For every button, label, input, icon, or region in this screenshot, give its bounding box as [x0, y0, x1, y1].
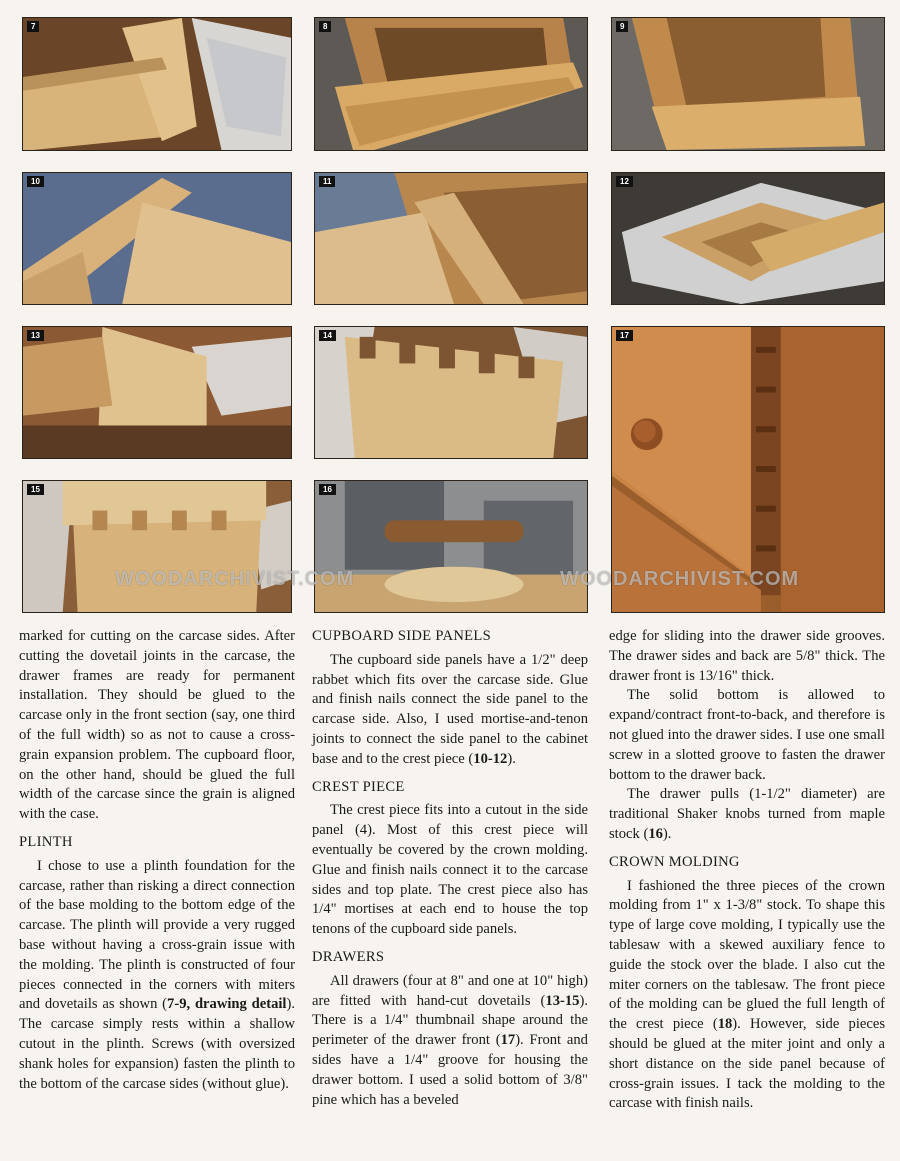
photo-13: 13 [22, 326, 292, 459]
photo-15: 15 [22, 480, 292, 613]
paragraph: I chose to use a plinth foundation for the carcase, rather than risking a direct connection of the base molding to the bottom edge of the carcase. The plinth will provide a very rugged base without having a cross-grain issue with the molding. The plinth is constructed of four pieces connected in the corners with miters and dovetails as shown (7-9, drawing detail). The carcase simply rests within a shallow cutout in the plinth. Screws (with oversized shank holes for expansion) fasten the plinth to the bottom of the carcase sides (without glue). [19, 857, 295, 1092]
photo-7: 7 [22, 17, 292, 151]
photo-8: 8 [314, 17, 588, 151]
figure-ref: 16 [648, 825, 663, 842]
heading-crest-piece: CREST PIECE [312, 778, 405, 795]
photo-9: 9 [611, 17, 885, 151]
paragraph: The crest piece fits into a cutout in the side panel (4). Most of this crest piece will eventually be covered by the crown molding. Glue and finish nails connect it to the carcase sides and top plate. The crest piece also has 1/4" mortises at each end to house the top tenons of the cupboard side panels. [312, 802, 588, 938]
paragraph: The drawer pulls (1-1/2" diameter) are traditional Shaker knobs turned from maple stock (16). [609, 786, 885, 842]
heading-plinth: PLINTH [19, 833, 73, 850]
heading-cupboard-side-panels: CUPBOARD SIDE PANELS [312, 628, 492, 644]
photo-17: 17 [611, 326, 885, 613]
text-column-1 [19, 627, 295, 1094]
text-column-3 [609, 627, 885, 1114]
heading-crown-molding: CROWN MOLDING [609, 853, 740, 870]
photo-10: 10 [22, 172, 292, 305]
paragraph: The solid bottom is allowed to expand/contract front-to-back, and therefore is not glued into the drawer sides. I use one small screw in a slotted groove to fasten the drawer bottom to the drawer back. [609, 687, 885, 783]
text-column-2 [312, 627, 588, 1110]
figure-ref: 17 [500, 1032, 516, 1049]
photo-16: 16 [314, 480, 588, 613]
figure-ref: 7-9, drawing detail [167, 996, 287, 1013]
watermark-right: WOODARCHIVIST.COM [560, 568, 800, 590]
figure-ref: 10-12 [473, 750, 508, 767]
figure-ref: 18 [717, 1016, 733, 1033]
photo-11: 11 [314, 172, 588, 305]
paragraph: edge for sliding into the drawer side grooves. The drawer sides and back are 5/8" thick. The drawer front is 13/16" thick. [609, 628, 885, 684]
heading-drawers: DRAWERS [312, 948, 385, 965]
photo-14: 14 [314, 326, 588, 459]
paragraph: I fashioned the three pieces of the crown molding from 1" x 1-3/8" stock. To shape this type of large cove molding, I typically use the tablesaw with a skewed auxiliary fence to guide the stock over the blade. I also cut the miter corners on the tablesaw. The front piece of the molding can be glued the full length of the crest piece (18). However, side pieces should be glued at the miter joint and only a short distance on the side panel because of cross-grain issues. I tack the molding to the carcase with finish nails. [609, 877, 885, 1112]
paragraph: The cupboard side panels have a 1/2" deep rabbet which fits over the carcase side. Glue and finish nails connect the side panel to the carcase side. Also, I used mortise-and-tenon joints to connect the side panel to the cabinet base and to the crest piece (10-12). [312, 651, 588, 767]
watermark-left: WOODARCHIVIST.COM [115, 568, 355, 590]
paragraph: All drawers (four at 8" and one at 10" high) are fitted with hand-cut dovetails (13-15). There is a 1/4" thumbnail shape around the perimeter of the drawer front (17). Front and sides have a 1/4" groove for housing the drawer bottom. I used a solid bottom of 3/8" pine which has a beveled [312, 972, 588, 1108]
photo-12: 12 [611, 172, 885, 305]
paragraph: marked for cutting on the carcase sides. After cutting the dovetail joints in the carcase, the drawer frames are ready for permanent installation. They should be glued to the carcase only in the front section (say, one third of the full width) so as not to cause a cross-grain expansion problem. The cupboard floor, on the other hand, should be glued the full width of the carcase since the grain is aligned with the case. [19, 628, 295, 823]
figure-ref: 13-15 [545, 992, 580, 1009]
